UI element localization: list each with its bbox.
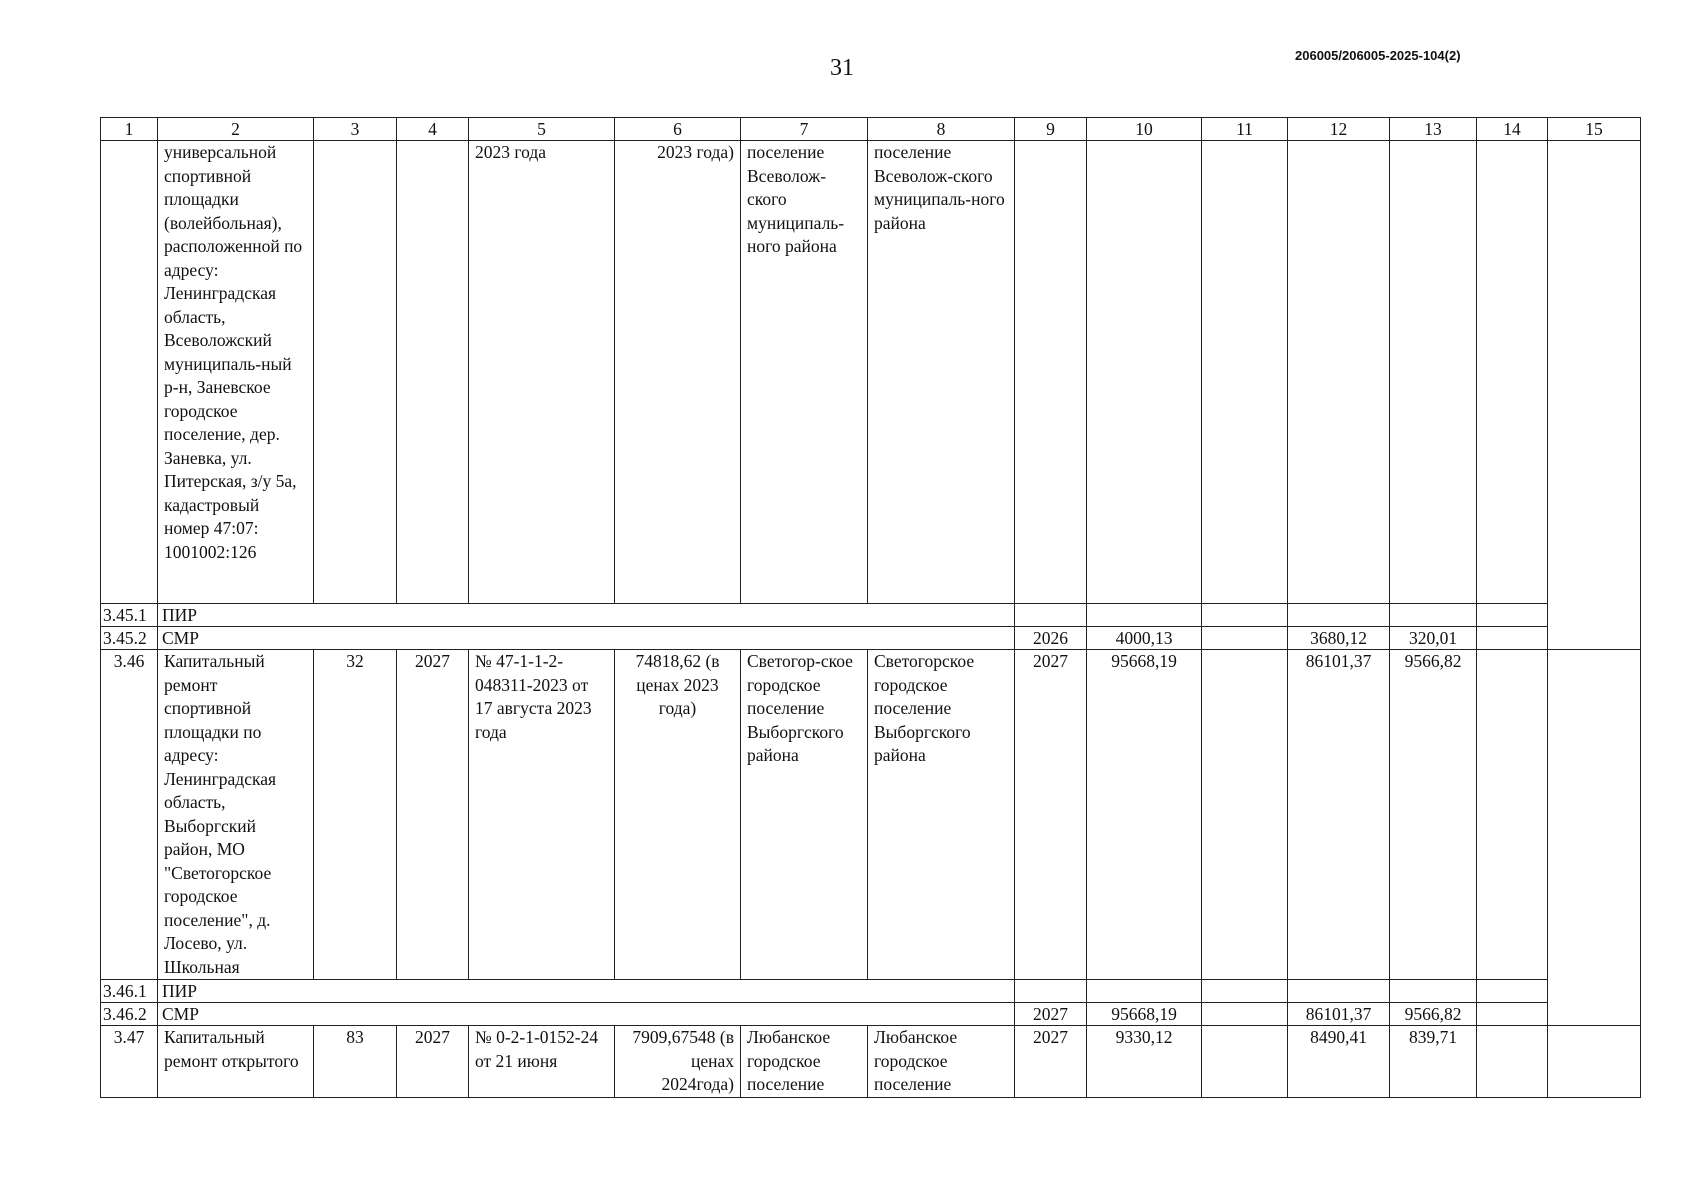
table-row [101, 980, 1641, 1003]
item-number: 3.45.2 [101, 627, 158, 650]
capacity-cell: 32 [314, 650, 397, 980]
regional-budget-cell: 86101,37 [1288, 1003, 1390, 1026]
year-cell: 2026 [1015, 627, 1087, 650]
stage-label: ПИР [158, 980, 1015, 1003]
column-number: 15 [1548, 118, 1641, 141]
column-number: 8 [868, 118, 1015, 141]
expertise-cell: 2023 года [469, 141, 615, 604]
page-number: 31 [830, 55, 854, 81]
item-number: 3.47 [101, 1026, 158, 1098]
total-cell: 95668,19 [1087, 650, 1202, 980]
regional-budget-cell: 8490,41 [1288, 1026, 1390, 1098]
total-cell: 9330,12 [1087, 1026, 1202, 1098]
expertise-cell: № 0-2-1-0152-24 от 21 июня [469, 1026, 615, 1098]
stage-label: СМР [158, 1003, 1015, 1026]
table-row [101, 1026, 1641, 1098]
stage-label: ПИР [158, 604, 1015, 627]
year-cell: 2027 [397, 650, 469, 980]
year-cell: 2027 [397, 1026, 469, 1098]
column-number: 6 [615, 118, 741, 141]
local-budget-cell: 9566,82 [1390, 650, 1477, 980]
year-cell: 2027 [1015, 650, 1087, 980]
item-number: 3.46.1 [101, 980, 158, 1003]
expertise-cell: № 47-1-1-2-048311-2023 от 17 августа 2023 года [469, 650, 615, 980]
column-number: 7 [741, 118, 868, 141]
item-number: 3.46.2 [101, 1003, 158, 1026]
column-number: 9 [1015, 118, 1087, 141]
column-number: 3 [314, 118, 397, 141]
estimated-cost: 2023 года) [615, 141, 741, 604]
object-name: Капитальный ремонт открытого [158, 1026, 314, 1098]
column-number: 12 [1288, 118, 1390, 141]
customer-cell: поселение Всеволож-ского муниципаль-ного района [741, 141, 868, 604]
capacity-cell: 83 [314, 1026, 397, 1098]
year-cell: 2027 [1015, 1026, 1087, 1098]
register-table [100, 117, 1641, 1098]
column-number-row [101, 118, 1641, 141]
customer-cell: Любанское городское поселение [741, 1026, 868, 1098]
column-number: 4 [397, 118, 469, 141]
regional-budget-cell: 3680,12 [1288, 627, 1390, 650]
table-row [101, 627, 1641, 650]
stage-label: СМР [158, 627, 1015, 650]
column-number: 5 [469, 118, 615, 141]
column-number: 2 [158, 118, 314, 141]
object-name: универсальной спортивной площадки (волейбольная), расположенной по адресу: Ленинградская область, Всеволожский муниципаль-ный р-н, Заневское городское поселение, дер. Заневка, ул. Питерская, з/у 5а, кадастровый номер 47:07: 1001002:126 [158, 141, 314, 604]
regional-budget-cell: 86101,37 [1288, 650, 1390, 980]
total-cell: 95668,19 [1087, 1003, 1202, 1026]
table-row [101, 1003, 1641, 1026]
recipient-cell: Светогорское городское поселение Выборгского района [868, 650, 1015, 980]
local-budget-cell: 320,01 [1390, 627, 1477, 650]
column-number: 11 [1202, 118, 1288, 141]
item-number: 3.45.1 [101, 604, 158, 627]
column-number: 14 [1477, 118, 1548, 141]
table-row [101, 604, 1641, 627]
item-number: 3.46 [101, 650, 158, 980]
customer-cell: Светогор-ское городское поселение Выборгского района [741, 650, 868, 980]
column-number: 10 [1087, 118, 1202, 141]
column-number: 1 [101, 118, 158, 141]
table-row [101, 650, 1641, 980]
recipient-cell: Любанское городское поселение [868, 1026, 1015, 1098]
object-name: Капитальный ремонт спортивной площадки по адресу: Ленинградская область, Выборгский район, МО "Светогорское городское поселение", д. Лосево, ул. Школьная [158, 650, 314, 980]
total-cell: 4000,13 [1087, 627, 1202, 650]
local-budget-cell: 9566,82 [1390, 1003, 1477, 1026]
local-budget-cell: 839,71 [1390, 1026, 1477, 1098]
recipient-cell: поселение Всеволож-ского муниципаль-ного района [868, 141, 1015, 604]
estimated-cost: 7909,67548 (в ценах 2024года) [615, 1026, 741, 1098]
column-number: 13 [1390, 118, 1477, 141]
estimated-cost: 74818,62 (в ценах 2023 года) [615, 650, 741, 980]
year-cell: 2027 [1015, 1003, 1087, 1026]
document-id: 206005/206005-2025-104(2) [1295, 48, 1461, 63]
table-row [101, 141, 1641, 604]
